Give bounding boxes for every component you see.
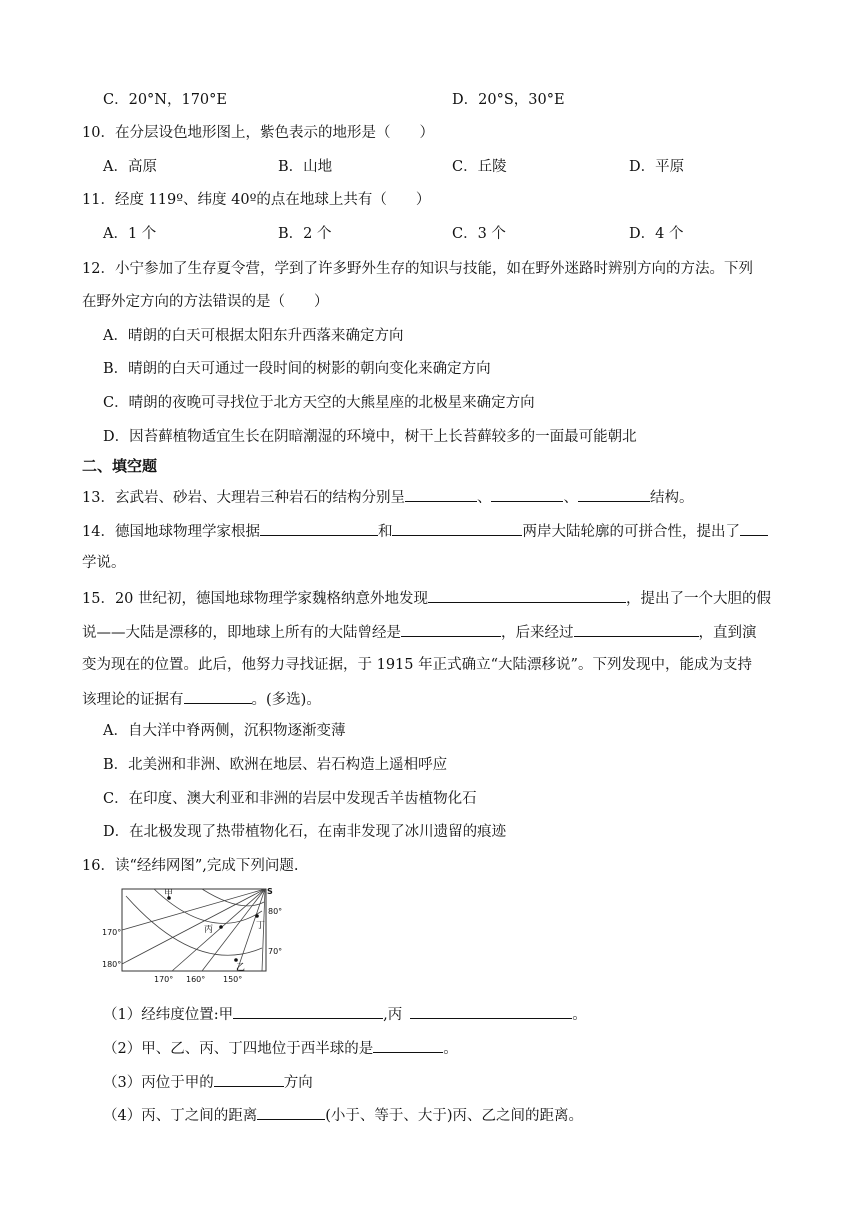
q10-stem: 10．在分层设色地形图上，紫色表示的地形是（ ） [82, 125, 434, 141]
q15-text-1: 15．20 世纪初，德国地球物理学家魏格纳意外地发现 [82, 591, 429, 607]
q11-option-c: C．3 个 [452, 226, 506, 242]
q15-blank-4[interactable] [184, 688, 252, 704]
point-yi [234, 958, 238, 962]
q10-option-c: C．丘陵 [452, 159, 507, 175]
q16-sub1-text-1: （1）经纬度位置:甲 [103, 1007, 234, 1023]
q15-text-8: 。(多选)。 [251, 692, 321, 708]
q13-blank-2[interactable] [491, 486, 563, 502]
q14-blank-3[interactable] [740, 520, 768, 536]
meridian-lines [122, 889, 265, 971]
q16-sub3-text-1: （3）丙位于甲的 [103, 1075, 214, 1091]
q15-option-a: A．自大洋中脊两侧，沉积物逐渐变薄 [103, 723, 346, 739]
lat-label-70: 70° [268, 947, 283, 956]
q13-blank-3[interactable] [578, 486, 650, 502]
q13-text-3: 、 [563, 490, 578, 506]
q14-blank-2[interactable] [392, 520, 522, 536]
q10-option-d: D．平原 [629, 159, 685, 175]
q16-sub4-blank[interactable] [257, 1104, 325, 1120]
label-jia: 甲 [164, 889, 174, 899]
q16-sub2-line [103, 1037, 458, 1059]
label-ding: 丁 [256, 921, 266, 931]
q15-text-5: ，直到演 [698, 625, 757, 641]
q16-sub3-blank[interactable] [214, 1071, 284, 1087]
q16-sub1-blank-2[interactable] [410, 1003, 572, 1019]
latitude-longitude-grid-diagram [102, 884, 288, 986]
lon-label-bottom-150: 150° [223, 975, 243, 984]
lon-label-bottom-160: 160° [186, 975, 206, 984]
q13-text-2: 、 [476, 490, 492, 506]
q15-text-3: 说——大陆是漂移的，即地球上所有的大陆曾经是 [82, 625, 401, 641]
section-heading-fill-in: 二、填空题 [82, 457, 158, 475]
label-yi: 乙 [236, 963, 246, 973]
q10-option-b: B．山地 [278, 159, 333, 175]
q14-text-3: 两岸大陆轮廓的可拼合性，提出了 [522, 524, 740, 540]
q12-option-b: B．晴朗的白天可通过一段时间的树影的朝向变化来确定方向 [103, 361, 491, 377]
q16-sub4-text-2: (小于、等于、大于)丙、乙之间的距离。 [325, 1108, 584, 1124]
q11-stem: 11．经度 119º、纬度 40º的点在地球上共有（ ） [82, 192, 431, 208]
q16-sub3-text-2: 方向 [283, 1075, 313, 1091]
q13-text-4: 结构。 [649, 490, 694, 506]
q16-sub4-line [103, 1104, 583, 1126]
q11-option-b: B．2 个 [278, 226, 332, 242]
q14-text-1: 14．德国地球物理学家根据 [82, 524, 260, 540]
q15-text-2: ，提出了一个大胆的假 [626, 591, 772, 607]
q16-sub2-text-1: （2）甲、乙、丙、丁四地位于西半球的是 [103, 1041, 374, 1057]
q15-option-c: C．在印度、澳大利亚和非洲的岩层中发现舌羊齿植物化石 [103, 791, 477, 807]
q12-option-a: A．晴朗的白天可根据太阳东升西落来确定方向 [103, 328, 404, 344]
q15-option-d: D．在北极发现了热带植物化石，在南非发现了冰川遗留的痕迹 [103, 824, 507, 840]
q16-sub1-blank-1[interactable] [233, 1003, 383, 1019]
q16-sub1-line [103, 1003, 587, 1025]
q15-line4 [82, 688, 321, 710]
q15-text-7: 该理论的证据有 [82, 692, 184, 708]
q15-line2 [82, 621, 757, 643]
q12-stem-line1: 12．小宁参加了生存夏令营，学到了许多野外生存的知识与技能，如在野外迷路时辨别方向的方法。下列 [82, 261, 753, 277]
label-bing: 丙 [204, 925, 214, 935]
q12-option-d: D．因苔藓植物适宜生长在阴暗潮湿的环境中，树干上长苔藓较多的一面最可能朝北 [103, 429, 637, 445]
q15-blank-1[interactable] [428, 587, 626, 603]
q13-blank-1[interactable] [405, 486, 477, 502]
grid-frame [122, 889, 266, 971]
parallel-lines [126, 889, 264, 955]
point-ding [255, 914, 259, 918]
q13-text-1: 13．玄武岩、砂岩、大理岩三种岩石的结构分别呈 [82, 490, 405, 506]
lon-label-left-170: 170° [102, 928, 122, 937]
q16-sub4-text-1: （4）丙、丁之间的距离 [103, 1108, 258, 1124]
q12-option-c: C．晴朗的夜晚可寻找位于北方天空的大熊星座的北极星来确定方向 [103, 395, 535, 411]
lat-label-80: 80° [268, 907, 283, 916]
q11-option-d: D．4 个 [629, 226, 684, 242]
q14-line1 [82, 520, 768, 542]
q9-option-d: D．20°S，30°E [452, 92, 565, 108]
q16-sub1-text-3: 。 [572, 1007, 587, 1023]
q15-text-4: ，后来经过 [501, 625, 574, 641]
q15-blank-3[interactable] [574, 621, 699, 637]
q16-sub3-line [103, 1071, 313, 1093]
q14-text-2: 和 [377, 524, 393, 540]
q10-option-a: A．高原 [103, 159, 157, 175]
q16-sub1-text-2: ,丙 [383, 1007, 403, 1023]
q15-line3: 变为现在的位置。此后，他努力寻找证据，于 1915 年正式确立“大陆漂移说”。下列发现中，能成为支持 [82, 657, 752, 673]
q9-option-c: C．20°N，170°E [103, 92, 227, 108]
q11-option-a: A．1 个 [103, 226, 157, 242]
q16-stem: 16．读“经纬网图”,完成下列问题. [82, 858, 299, 874]
q16-sub2-blank[interactable] [373, 1037, 443, 1053]
lon-label-left-180: 180° [102, 960, 122, 969]
q12-stem-line2: 在野外定方向的方法错误的是（ ） [82, 294, 329, 310]
q13-line [82, 486, 693, 508]
pole-label: S [267, 887, 273, 896]
point-bing [219, 925, 223, 929]
q15-blank-2[interactable] [401, 621, 501, 637]
q15-line1 [82, 587, 771, 609]
q14-blank-1[interactable] [260, 520, 378, 536]
q15-option-b: B．北美洲和非洲、欧洲在地层、岩石构造上遥相呼应 [103, 757, 448, 773]
q16-sub2-text-2: 。 [443, 1041, 458, 1057]
lon-label-bottom-170: 170° [154, 975, 174, 984]
q14-line2: 学说。 [82, 555, 126, 571]
